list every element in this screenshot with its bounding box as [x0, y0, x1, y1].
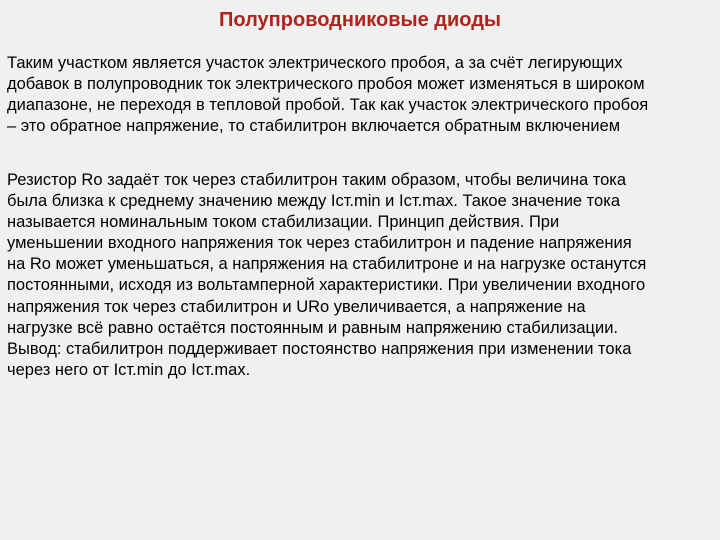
text-line: на Ro может уменьшаться, а напряжения на стабилитроне и на нагрузке останутся [7, 255, 647, 274]
text-line: через него от Iст.min до Iст.max. [7, 360, 251, 379]
text-line: нагрузке всё равно остаётся постоянным и равным напряжению стабилизации. [7, 318, 618, 337]
text-line: Таким участком является участок электрического пробоя, а за счёт легирующих [7, 54, 623, 72]
paragraph-resistor [7, 170, 715, 381]
text-line: Вывод: стабилитрон поддерживает постоянство напряжения при изменении тока [7, 339, 632, 358]
text-line: Резистор Ro задаёт ток через стабилитрон таким образом, чтобы величина тока [7, 171, 627, 189]
text-line: постоянными, исходя из вольтамперной характеристики. При увеличении входного [7, 276, 646, 295]
text-line: диапазоне, не переходя в тепловой пробой. Так как участок электрического пробоя [7, 96, 649, 115]
text-line: – это обратное напряжение, то стабилитрон включается обратным включением [7, 117, 621, 136]
slide-title: Полупроводниковые диоды [219, 9, 501, 31]
text-line: называется номинальным током стабилизации. Принцип действия. При [7, 213, 560, 232]
paragraph-breakdown [7, 53, 715, 137]
text-line: уменьшении входного напряжения ток через стабилитрон и падение напряжения [7, 234, 632, 253]
text-line: добавок в полупроводник ток электрического пробоя может изменяться в широком [7, 75, 645, 94]
text-line: была близка к среднему значению между Iст.min и Iст.max. Такое значение тока [7, 192, 620, 211]
text-line: напряжения ток через стабилитрон и URo увеличивается, а напряжение на [7, 297, 586, 316]
